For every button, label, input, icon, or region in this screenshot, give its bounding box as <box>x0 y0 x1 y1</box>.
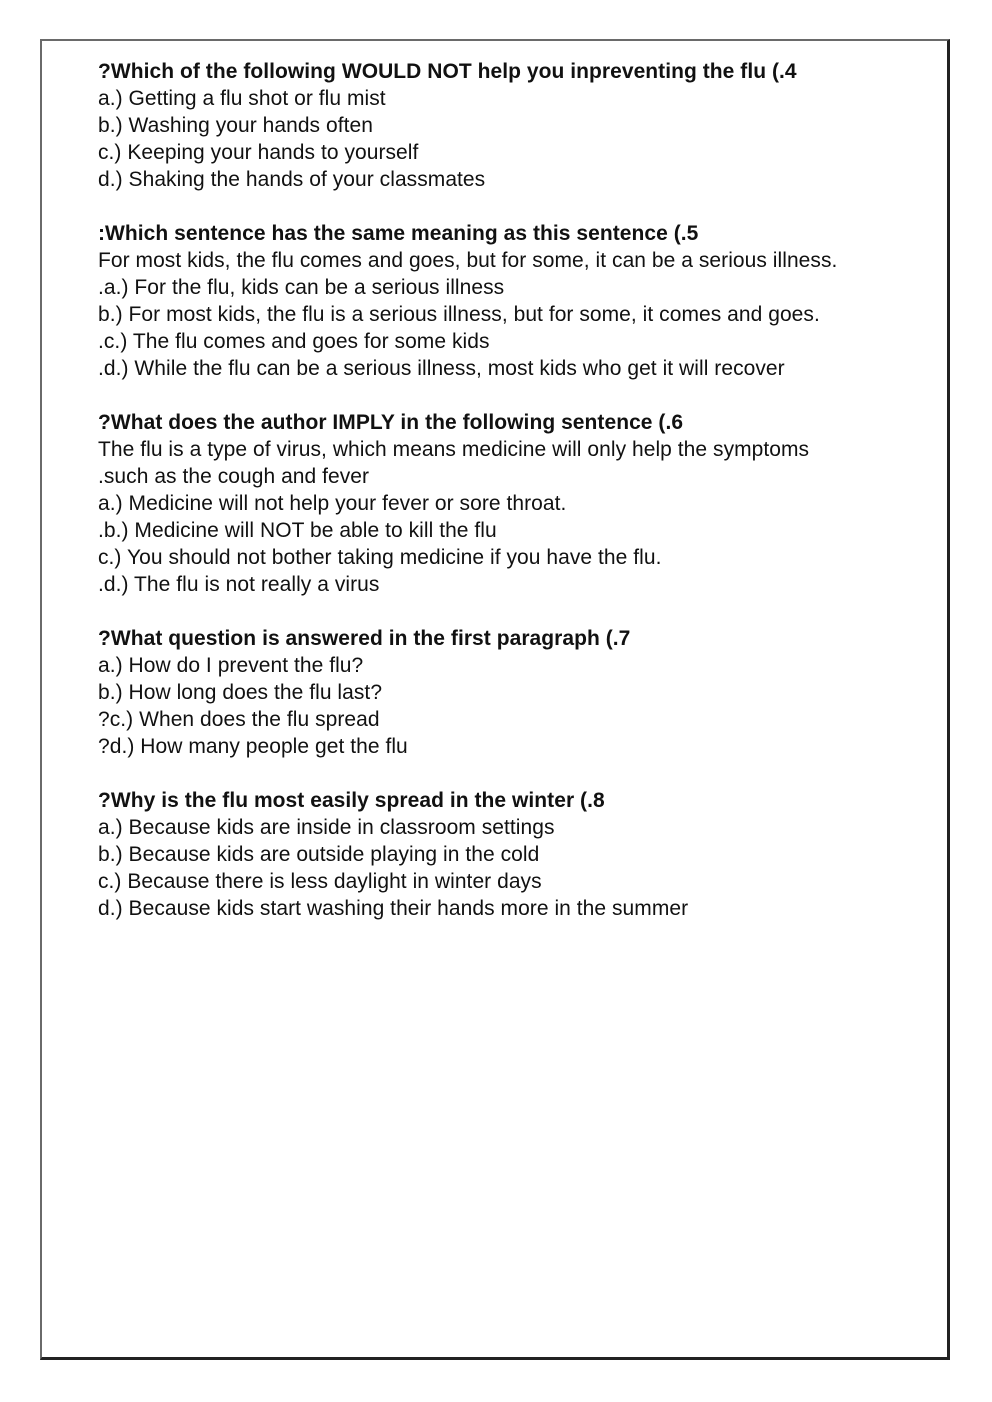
answer-option: d.) Because kids start washing their hands more in the summer <box>98 897 689 920</box>
question-5 <box>98 220 928 382</box>
answer-option: ?c.) When does the flu spread <box>98 708 380 731</box>
answer-option: b.) For most kids, the flu is a serious illness, but for some, it comes and goes. <box>98 303 820 326</box>
question-title: ?What question is answered in the first paragraph (.7 <box>98 627 631 650</box>
worksheet-content <box>98 58 928 949</box>
answer-option: b.) Because kids are outside playing in the cold <box>98 843 540 866</box>
answer-option: b.) Washing your hands often <box>98 114 373 137</box>
answer-option: .d.) The flu is not really a virus <box>98 573 380 596</box>
question-7 <box>98 625 928 760</box>
answer-option: d.) Shaking the hands of your classmates <box>98 168 486 191</box>
answer-option: c.) You should not bother taking medicine if you have the flu. <box>98 546 662 569</box>
answer-option: .b.) Medicine will NOT be able to kill the flu <box>98 519 497 542</box>
question-context: For most kids, the flu comes and goes, but for some, it can be a serious illness. <box>98 249 838 272</box>
question-4 <box>98 58 928 193</box>
answer-option: b.) How long does the flu last? <box>98 681 383 704</box>
answer-option: ?d.) How many people get the flu <box>98 735 408 758</box>
answer-option: .a.) For the flu, kids can be a serious illness <box>98 276 505 299</box>
question-title: ?What does the author IMPLY in the following sentence (.6 <box>98 411 684 434</box>
answer-option: c.) Because there is less daylight in winter days <box>98 870 542 893</box>
answer-option: .c.) The flu comes and goes for some kids <box>98 330 490 353</box>
answer-option: a.) How do I prevent the flu? <box>98 654 364 677</box>
question-title: ?Which of the following WOULD NOT help you inpreventing the flu (.4 <box>98 60 797 83</box>
question-8 <box>98 787 928 922</box>
question-title: ?Why is the flu most easily spread in the winter (.8 <box>98 789 605 812</box>
answer-option: .d.) While the flu can be a serious illness, most kids who get it will recover <box>98 357 785 380</box>
question-title: :Which sentence has the same meaning as this sentence (.5 <box>98 222 699 245</box>
answer-option: a.) Getting a flu shot or flu mist <box>98 87 386 110</box>
answer-option: a.) Because kids are inside in classroom settings <box>98 816 555 839</box>
answer-option: a.) Medicine will not help your fever or sore throat. <box>98 492 567 515</box>
question-context: .such as the cough and fever <box>98 465 370 488</box>
answer-option: c.) Keeping your hands to yourself <box>98 141 419 164</box>
question-6 <box>98 409 928 598</box>
question-context: The flu is a type of virus, which means medicine will only help the symptoms <box>98 438 810 461</box>
